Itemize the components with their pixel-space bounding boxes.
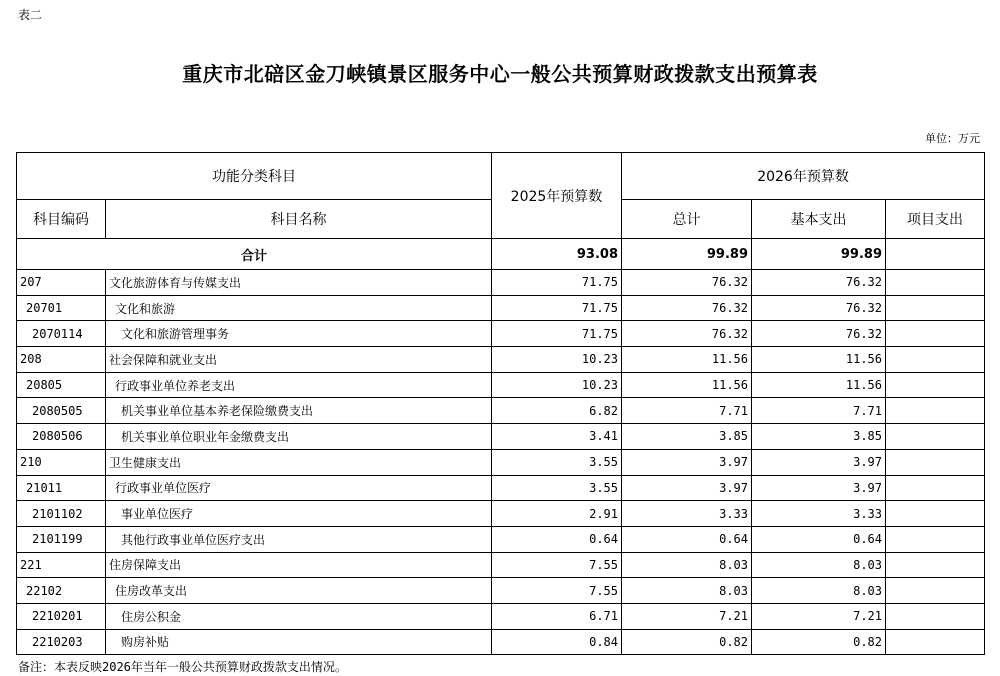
table-row (17, 398, 985, 424)
row-name: 文化旅游体育与传媒支出 (106, 270, 492, 296)
row-code: 2210201 (17, 603, 106, 629)
row-2026-total: 76.32 (622, 295, 752, 321)
header-name: 科目名称 (106, 200, 492, 239)
row-name: 事业单位医疗 (106, 501, 492, 527)
total-2026-basic: 99.89 (752, 239, 886, 270)
row-2026-project (886, 578, 985, 604)
row-code: 2101102 (17, 501, 106, 527)
row-name: 机关事业单位职业年金缴费支出 (106, 424, 492, 450)
table-number-label: 表二 (18, 8, 43, 22)
row-2026-project (886, 552, 985, 578)
row-2026-total: 76.32 (622, 270, 752, 296)
row-2026-basic: 3.33 (752, 501, 886, 527)
row-code: 2070114 (17, 321, 106, 347)
row-2026-total: 7.21 (622, 603, 752, 629)
row-2025: 10.23 (492, 372, 622, 398)
row-name: 文化和旅游管理事务 (106, 321, 492, 347)
header-budget-2025: 2025年预算数 (492, 153, 622, 239)
row-2026-total: 3.97 (622, 449, 752, 475)
row-code: 207 (17, 270, 106, 296)
header-project: 项目支出 (886, 200, 985, 239)
row-2026-total: 0.82 (622, 629, 752, 655)
row-2026-project (886, 398, 985, 424)
row-2025: 10.23 (492, 347, 622, 373)
row-2026-project (886, 347, 985, 373)
row-name: 购房补贴 (106, 629, 492, 655)
row-2026-project (886, 629, 985, 655)
total-row (17, 239, 985, 270)
header-total: 总计 (622, 200, 752, 239)
table-body (17, 270, 985, 655)
row-2026-project (886, 526, 985, 552)
row-2026-total: 3.33 (622, 501, 752, 527)
row-2026-basic: 0.64 (752, 526, 886, 552)
table-row (17, 295, 985, 321)
row-2025: 3.41 (492, 424, 622, 450)
row-2026-basic: 7.71 (752, 398, 886, 424)
row-2026-total: 3.97 (622, 475, 752, 501)
row-2026-basic: 3.85 (752, 424, 886, 450)
row-name: 行政事业单位医疗 (106, 475, 492, 501)
table-row (17, 603, 985, 629)
row-2026-basic: 76.32 (752, 270, 886, 296)
row-name: 其他行政事业单位医疗支出 (106, 526, 492, 552)
row-2026-basic: 11.56 (752, 372, 886, 398)
total-2026-total: 99.89 (622, 239, 752, 270)
row-code: 208 (17, 347, 106, 373)
row-2026-total: 3.85 (622, 424, 752, 450)
table-row (17, 449, 985, 475)
row-code: 2080506 (17, 424, 106, 450)
row-2026-basic: 11.56 (752, 347, 886, 373)
table-row (17, 424, 985, 450)
row-2026-basic: 3.97 (752, 475, 886, 501)
table-row (17, 629, 985, 655)
row-2026-total: 11.56 (622, 347, 752, 373)
table-row (17, 270, 985, 296)
row-2026-total: 76.32 (622, 321, 752, 347)
row-2025: 71.75 (492, 295, 622, 321)
row-code: 20701 (17, 295, 106, 321)
table-row (17, 321, 985, 347)
row-code: 2101199 (17, 526, 106, 552)
row-name: 文化和旅游 (106, 295, 492, 321)
row-name: 行政事业单位养老支出 (106, 372, 492, 398)
row-2025: 71.75 (492, 270, 622, 296)
row-code: 21011 (17, 475, 106, 501)
table-row (17, 347, 985, 373)
row-2025: 0.84 (492, 629, 622, 655)
total-2025: 93.08 (492, 239, 622, 270)
row-2025: 71.75 (492, 321, 622, 347)
row-2026-basic: 0.82 (752, 629, 886, 655)
row-name: 机关事业单位基本养老保险缴费支出 (106, 398, 492, 424)
table-row (17, 526, 985, 552)
row-name: 社会保障和就业支出 (106, 347, 492, 373)
unit-label: 单位：万元 (925, 132, 980, 145)
row-2026-basic: 8.03 (752, 578, 886, 604)
row-2025: 3.55 (492, 449, 622, 475)
row-2025: 7.55 (492, 552, 622, 578)
row-2026-total: 8.03 (622, 578, 752, 604)
row-2025: 2.91 (492, 501, 622, 527)
footnote: 备注：本表反映2026年当年一般公共预算财政拨款支出情况。 (18, 660, 347, 674)
header-basic: 基本支出 (752, 200, 886, 239)
row-2025: 0.64 (492, 526, 622, 552)
row-2026-project (886, 603, 985, 629)
row-2026-project (886, 475, 985, 501)
row-code: 2210203 (17, 629, 106, 655)
table-row (17, 372, 985, 398)
row-2026-basic: 7.21 (752, 603, 886, 629)
row-2026-total: 0.64 (622, 526, 752, 552)
table-row (17, 501, 985, 527)
row-2026-basic: 76.32 (752, 321, 886, 347)
row-2026-project (886, 321, 985, 347)
header-budget-2026: 2026年预算数 (622, 153, 985, 200)
row-2026-total: 8.03 (622, 552, 752, 578)
row-2026-project (886, 295, 985, 321)
row-name: 卫生健康支出 (106, 449, 492, 475)
page-title: 重庆市北碚区金刀峡镇景区服务中心一般公共预算财政拨款支出预算表 (182, 62, 818, 86)
row-name: 住房公积金 (106, 603, 492, 629)
table-row (17, 578, 985, 604)
row-2026-project (886, 424, 985, 450)
row-2025: 7.55 (492, 578, 622, 604)
row-2026-total: 11.56 (622, 372, 752, 398)
row-code: 221 (17, 552, 106, 578)
row-2026-basic: 3.97 (752, 449, 886, 475)
row-2025: 6.82 (492, 398, 622, 424)
row-2026-project (886, 501, 985, 527)
table-row (17, 552, 985, 578)
row-2025: 3.55 (492, 475, 622, 501)
header-func-class: 功能分类科目 (17, 153, 492, 200)
row-name: 住房改革支出 (106, 578, 492, 604)
row-code: 22102 (17, 578, 106, 604)
row-2025: 6.71 (492, 603, 622, 629)
table-row (17, 475, 985, 501)
row-name: 住房保障支出 (106, 552, 492, 578)
row-code: 210 (17, 449, 106, 475)
row-2026-project (886, 372, 985, 398)
total-2026-project (886, 239, 985, 270)
total-label: 合计 (17, 239, 492, 270)
row-2026-basic: 76.32 (752, 295, 886, 321)
row-2026-basic: 8.03 (752, 552, 886, 578)
row-code: 20805 (17, 372, 106, 398)
budget-table (16, 152, 985, 655)
header-code: 科目编码 (17, 200, 106, 239)
row-2026-total: 7.71 (622, 398, 752, 424)
row-code: 2080505 (17, 398, 106, 424)
row-2026-project (886, 270, 985, 296)
row-2026-project (886, 449, 985, 475)
